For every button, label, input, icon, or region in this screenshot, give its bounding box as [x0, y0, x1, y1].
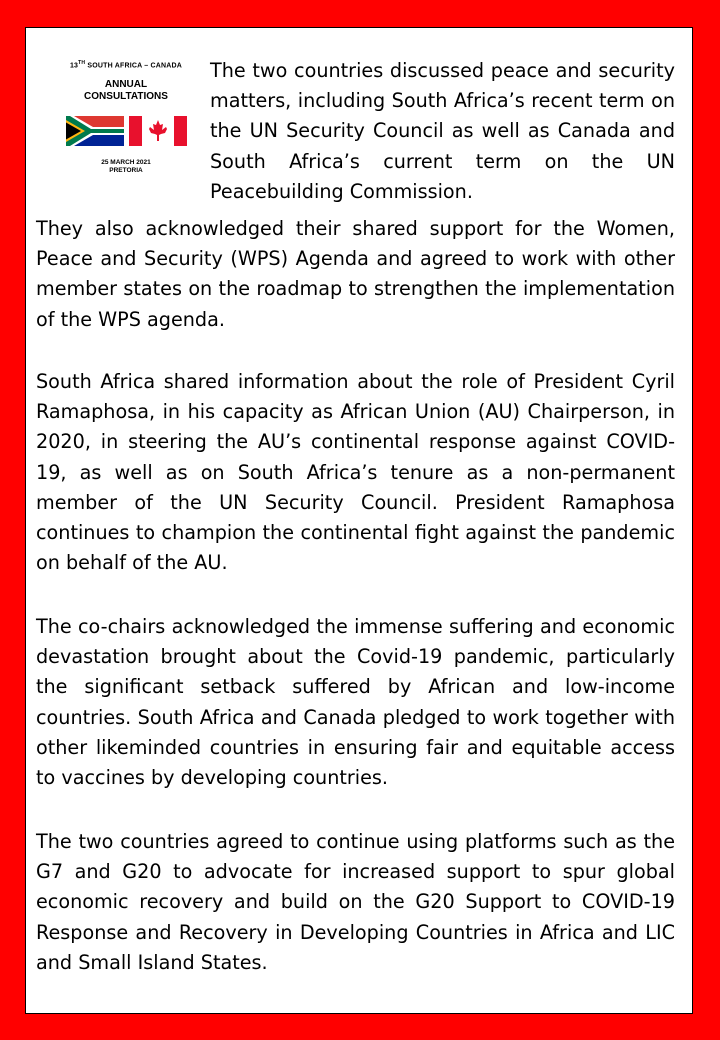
logo-consultations: CONSULTATIONS	[84, 91, 168, 103]
paragraph-wps-agenda: They also acknowledged their shared support for the Women, Peace and Security (WPS) Agenda and agreed to work with other member states on the roadmap to strengthen the implementation of the WPS agenda.	[36, 217, 675, 331]
south-africa-flag-icon	[66, 116, 124, 146]
paragraph-covid-vaccines: The co-chairs acknowledged the immense suffering and economic devastation brought about the Covid-19 pandemic, particularly the significant setback suffered by African and low-income countries. South Africa and Canada pledged to work together with other likeminded countries in ensuring fair and equitable access to vaccines by developing countries.	[36, 615, 675, 790]
consultations-logo	[44, 58, 208, 208]
paragraph-g7-g20: The two countries agreed to continue using platforms such as the G7 and G20 to advocate for increased support to spur global economic recovery and build on the G20 Support to COVID-19 Response and Recovery in Developing Countries in Africa and LIC and Small Island States.	[36, 830, 675, 974]
document-page	[25, 27, 693, 1014]
logo-date: 25 MARCH 2021	[101, 159, 151, 167]
logo-city: PRETORIA	[109, 167, 143, 175]
logo-heading	[44, 58, 208, 71]
logo-heading-text: SOUTH AFRICA – CANADA	[85, 62, 183, 70]
paragraph-intro: The two countries discussed peace and security matters, including South Africa’s recent term on the UN Security Council as well as Canada and South Africa’s current term on the UN Peacebuilding Commission.	[210, 59, 675, 203]
logo-annual: ANNUAL	[104, 79, 148, 91]
logo-edition-suffix: TH	[78, 60, 86, 66]
canada-flag-icon	[129, 116, 187, 146]
paragraph-au-chairperson: South Africa shared information about the role of President Cyril Ramaphosa, in his capacity as African Union (AU) Chairperson, in 2020, in steering the AU’s continental response against COVID-19, as well as on South Africa’s tenure as a non-permanent member of the UN Security Council. President Ramaphosa continues to champion the continental fight against the pandemic on behalf of the AU.	[36, 370, 675, 575]
logo-flags	[44, 116, 208, 146]
logo-edition-number: 13	[69, 62, 79, 70]
